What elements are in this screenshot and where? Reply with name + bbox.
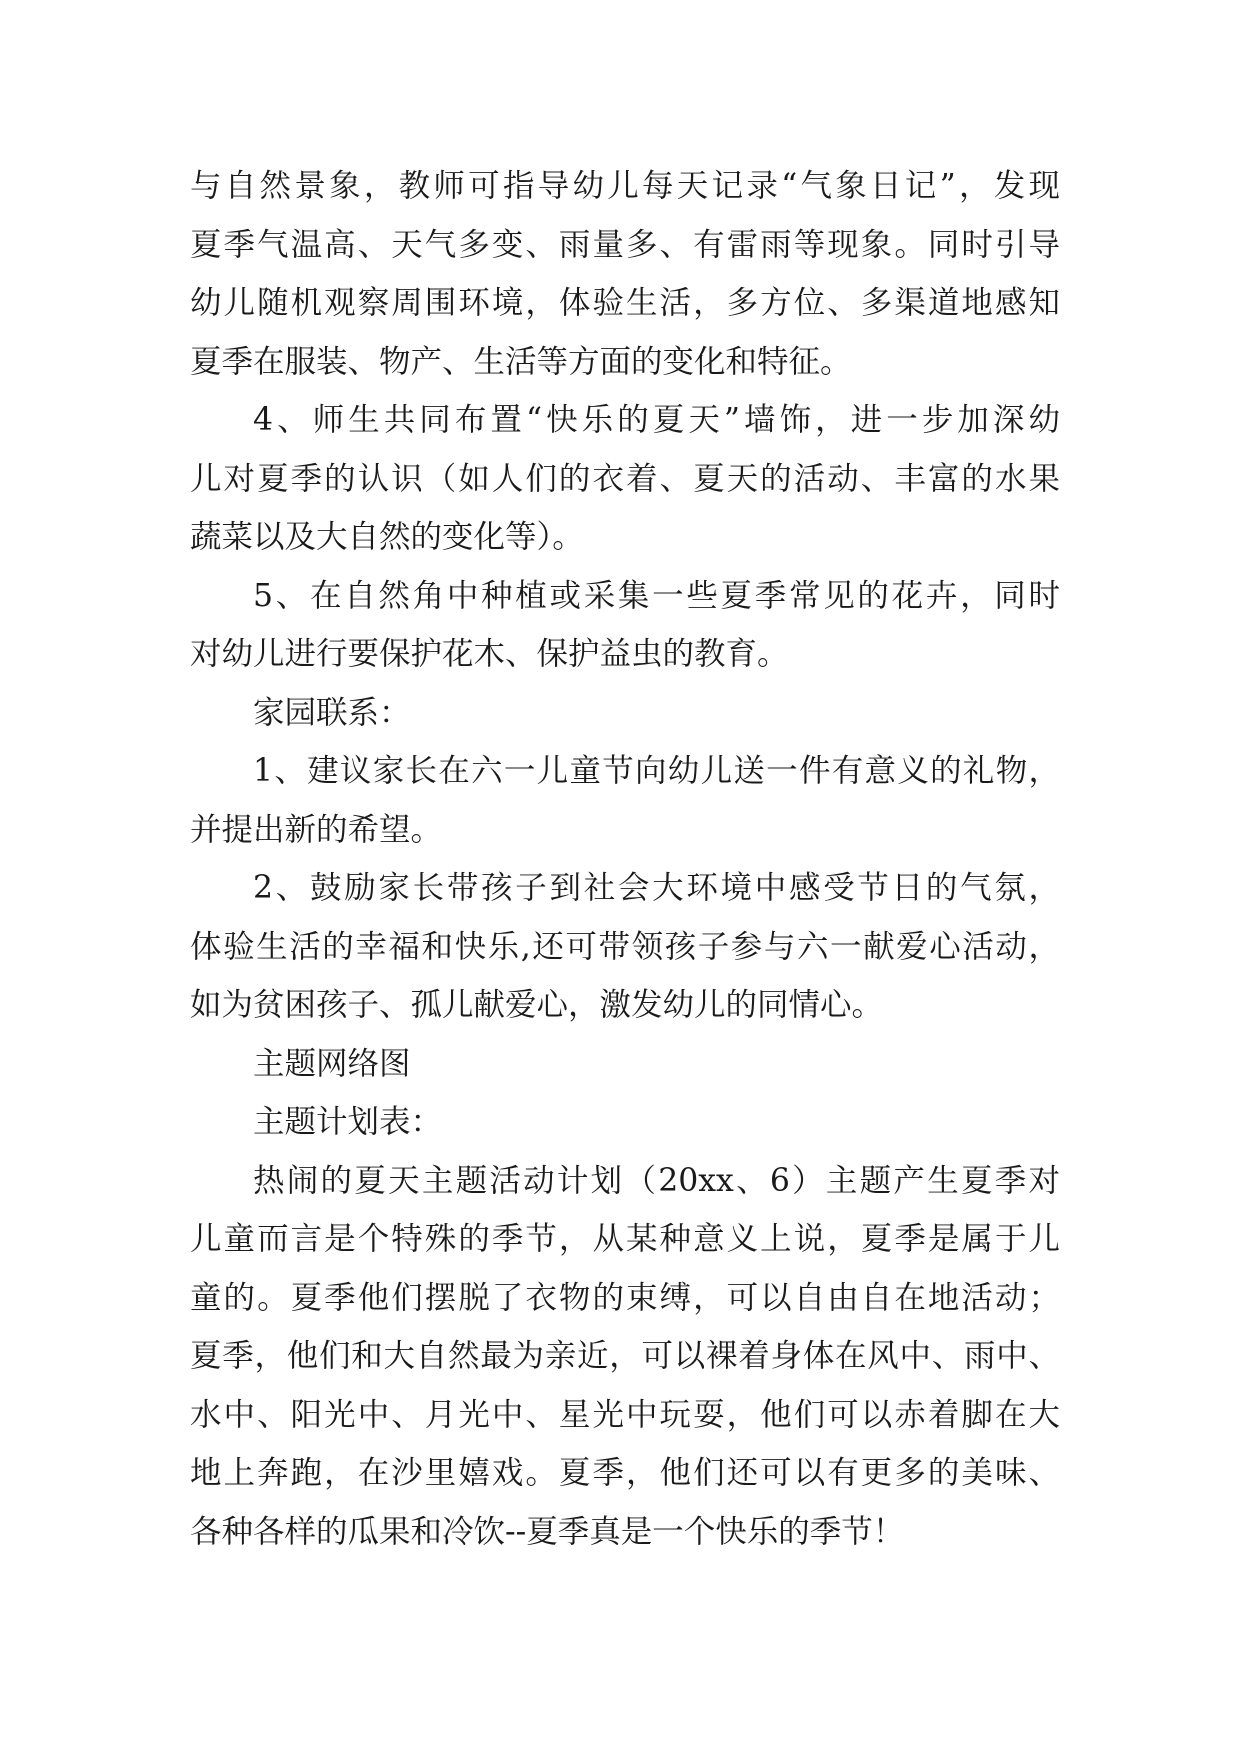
text-line: 1、建议家长在六一儿童节向幼儿送一件有意义的礼物，	[253, 753, 1060, 789]
text-line: 各种各样的瓜果和冷饮--夏季真是一个快乐的季节！	[190, 1513, 905, 1550]
text-line: 蔬菜以及大自然的变化等）。	[190, 519, 584, 555]
text-line: 与自然景象，教师可指导幼儿每天记录“气象日记”，发现	[190, 168, 1060, 204]
text-line: 夏季气温高、天气多变、雨量多、有雷雨等现象。同时引导	[190, 226, 1060, 263]
text-line: 4、师生共同布置“快乐的夏天”墙饰，进一步加深幼	[253, 402, 1060, 438]
text-line: 对幼儿进行要保护花木、保护益虫的教育。	[190, 636, 789, 672]
text-line: 2、鼓励家长带孩子到社会大环境中感受节日的气氛，	[253, 870, 1060, 906]
text-line: 如为贫困孩子、孤儿献爱心，激发幼儿的同情心。	[190, 987, 884, 1023]
text-line: 地上奔跑，在沙里嬉戏。夏季，他们还可以有更多的美味、	[190, 1455, 1060, 1491]
text-line: 幼儿随机观察周围环境，体验生活，多方位、多渠道地感知	[190, 285, 1060, 321]
text-line: 并提出新的希望。	[190, 811, 443, 848]
text-line: 儿对夏季的认识（如人们的衣着、夏天的活动、丰富的水果	[190, 460, 1060, 497]
text-line: 主题计划表：	[253, 1104, 443, 1140]
text-line: 夏季，他们和大自然最为亲近，可以裸着身体在风中、雨中、	[190, 1338, 1060, 1374]
text-line: 童的。夏季他们摆脱了衣物的束缚，可以自由自在地活动；	[190, 1279, 1060, 1316]
text-line: 水中、阳光中、月光中、星光中玩耍，他们可以赤着脚在大	[190, 1396, 1060, 1433]
text-line: 家园联系：	[253, 694, 411, 731]
text-line: 热闹的夏天主题活动计划（20xx、6）主题产生夏季对	[253, 1162, 1060, 1199]
text-line: 主题网络图	[253, 1045, 411, 1082]
text-line: 5、在自然角中种植或采集一些夏季常见的花卉，同时	[253, 577, 1060, 614]
document-body	[190, 157, 1060, 1561]
text-line: 夏季在服装、物产、生活等方面的变化和特征。	[190, 343, 852, 380]
text-line: 儿童而言是个特殊的季节，从某种意义上说，夏季是属于儿	[190, 1221, 1060, 1257]
text-line: 体验生活的幸福和快乐,还可带领孩子参与六一献爱心活动，	[190, 928, 1060, 965]
